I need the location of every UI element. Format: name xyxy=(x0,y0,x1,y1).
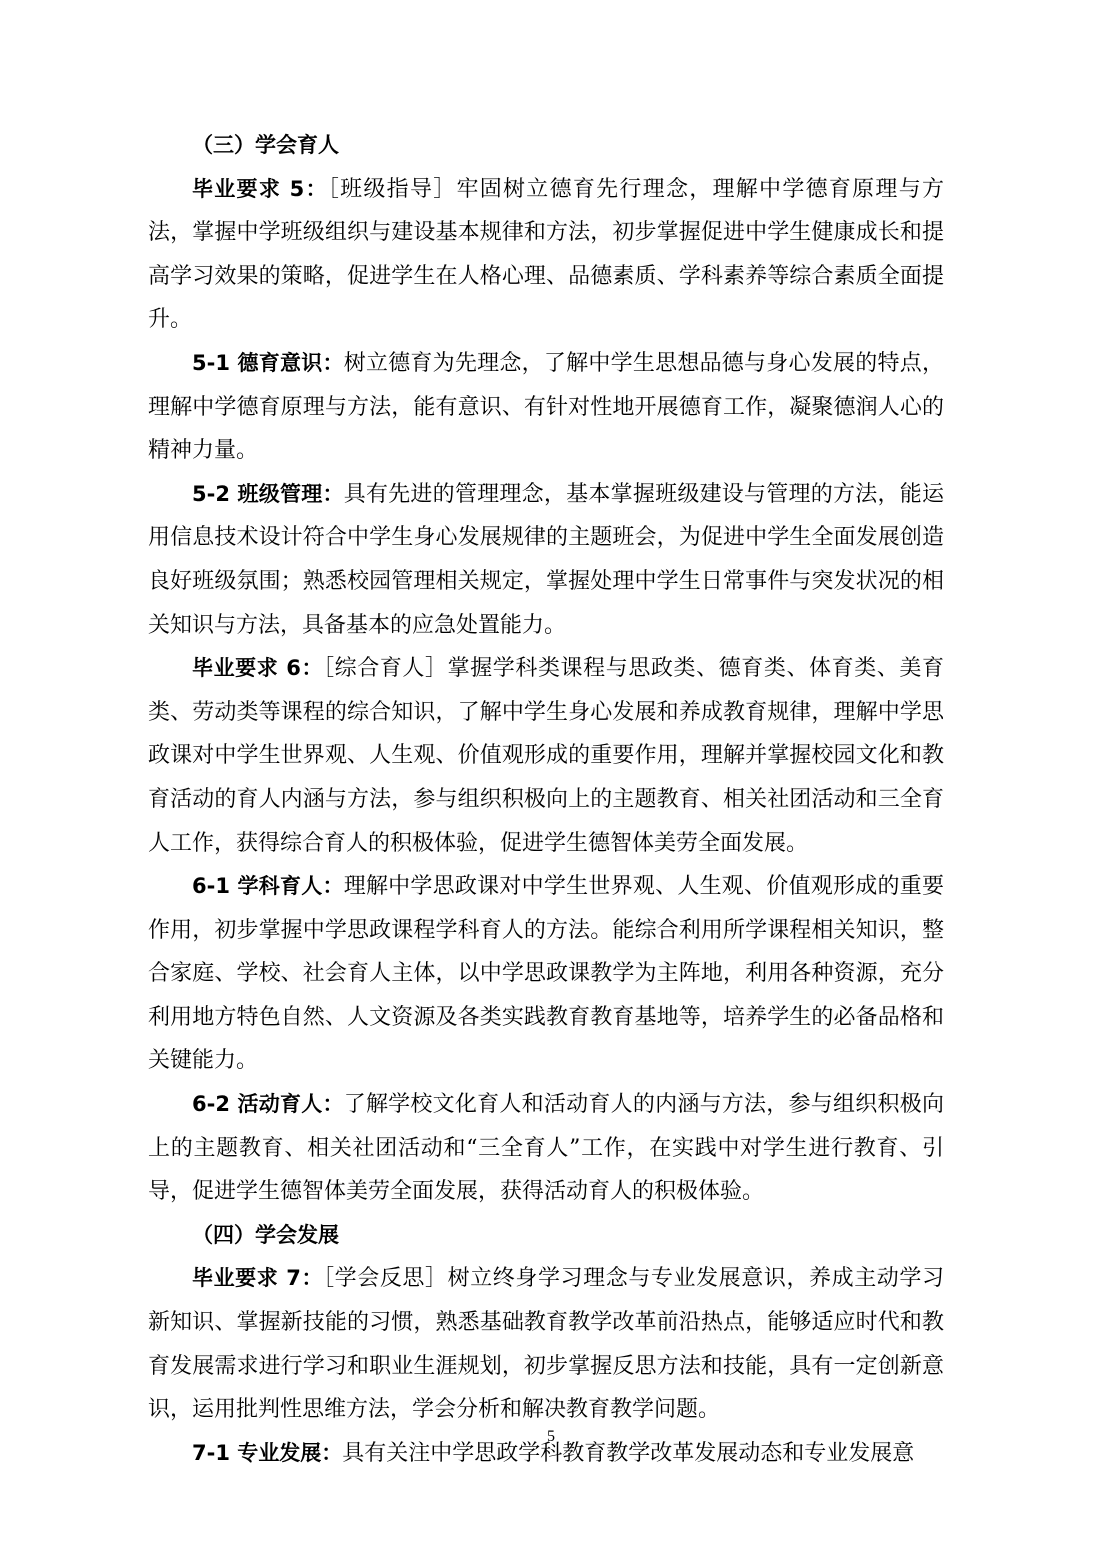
requirement-paragraph xyxy=(148,865,944,1083)
section-heading: （四）学会发展 xyxy=(192,1222,339,1247)
requirement-label: 5-1 德育意识： xyxy=(192,350,344,375)
requirement-label: 6-2 活动育人： xyxy=(192,1092,344,1117)
requirement-paragraph xyxy=(148,473,944,647)
requirement-paragraph xyxy=(148,1257,944,1431)
section-learn-to-educate xyxy=(148,124,944,1214)
requirement-text: 具有关注中学思政学科教育教学改革发展动态和专业发展意 xyxy=(342,1440,915,1466)
page-number: 5 xyxy=(547,1428,555,1445)
requirement-text: 了解学校文化育人和活动育人的内涵与方法，参与组织积极向上的主题教育、相关社团活动和“三全育人”工作，在实践中对学生进行教育、引导，促进学生德智体美劳全面发展，获得活动育人的积极体验。 xyxy=(148,1092,944,1205)
requirement-text: 树立德育为先理念，了解中学生思想品德与身心发展的特点，理解中学德育原理与方法，能有意识、有针对性地开展德育工作，凝聚德润人心的精神力量。 xyxy=(148,350,944,464)
requirement-label: 6-1 学科育人： xyxy=(192,874,344,899)
document-page xyxy=(148,124,944,1475)
requirement-paragraph xyxy=(148,1083,944,1214)
requirement-label: 5-2 班级管理： xyxy=(192,481,344,506)
requirement-text: ［班级指导］牢固树立德育先行理念，理解中学德育原理与方法，掌握中学班级组织与建设基本规律和方法，初步掌握促进中学生健康成长和提高学习效果的策略，促进学生在人格心理、品德素质、学科素养等综合素质全面提升。 xyxy=(148,176,944,333)
requirement-label: 7-1 专业发展： xyxy=(192,1440,343,1465)
requirement-paragraph xyxy=(148,168,944,342)
requirement-text: 理解中学思政课对中学生世界观、人生观、价值观形成的重要作用，初步掌握中学思政课程学科育人的方法。能综合利用所学课程相关知识，整合家庭、学校、社会育人主体，以中学思政课教学为主阵地，利用各种资源，充分利用地方特色自然、人文资源及各类实践教育教育基地等，培养学生的必备品格和关键能力。 xyxy=(148,874,944,1074)
requirement-label: 毕业要求 6： xyxy=(192,656,324,681)
requirement-label: 毕业要求 7： xyxy=(192,1266,324,1291)
section-heading: （三）学会育人 xyxy=(192,133,339,157)
requirement-text: ［综合育人］掌握学科类课程与思政类、德育类、体育类、美育类、劳动类等课程的综合知识，了解中学生身心发展和养成教育规律，理解中学思政课对中学生世界观、人生观、价值观形成的重要作用，理解并掌握校园文化和教育活动的育人内涵与方法，参与组织积极向上的主题教育、相关社团活动和三全育人工作，获得综合育人的积极体验，促进学生德智体美劳全面发展。 xyxy=(148,656,944,856)
requirement-paragraph xyxy=(148,342,944,473)
requirement-label: 毕业要求 5： xyxy=(192,176,328,201)
requirement-text: ［学会反思］树立终身学习理念与专业发展意识，养成主动学习新知识、掌握新技能的习惯，熟悉基础教育教学改革前沿热点，能够适应时代和教育发展需求进行学习和职业生涯规划，初步掌握反思方法和技能，具有一定创新意识，运用批判性思维方法，学会分析和解决教育教学问题。 xyxy=(148,1266,944,1423)
requirement-text: 具有先进的管理理念，基本掌握班级建设与管理的方法，能运用信息技术设计符合中学生身心发展规律的主题班会，为促进中学生全面发展创造良好班级氛围；熟悉校园管理相关规定，掌握处理中学生日常事件与突发状况的相关知识与方法，具备基本的应急处置能力。 xyxy=(148,481,944,638)
requirement-paragraph xyxy=(148,647,944,865)
